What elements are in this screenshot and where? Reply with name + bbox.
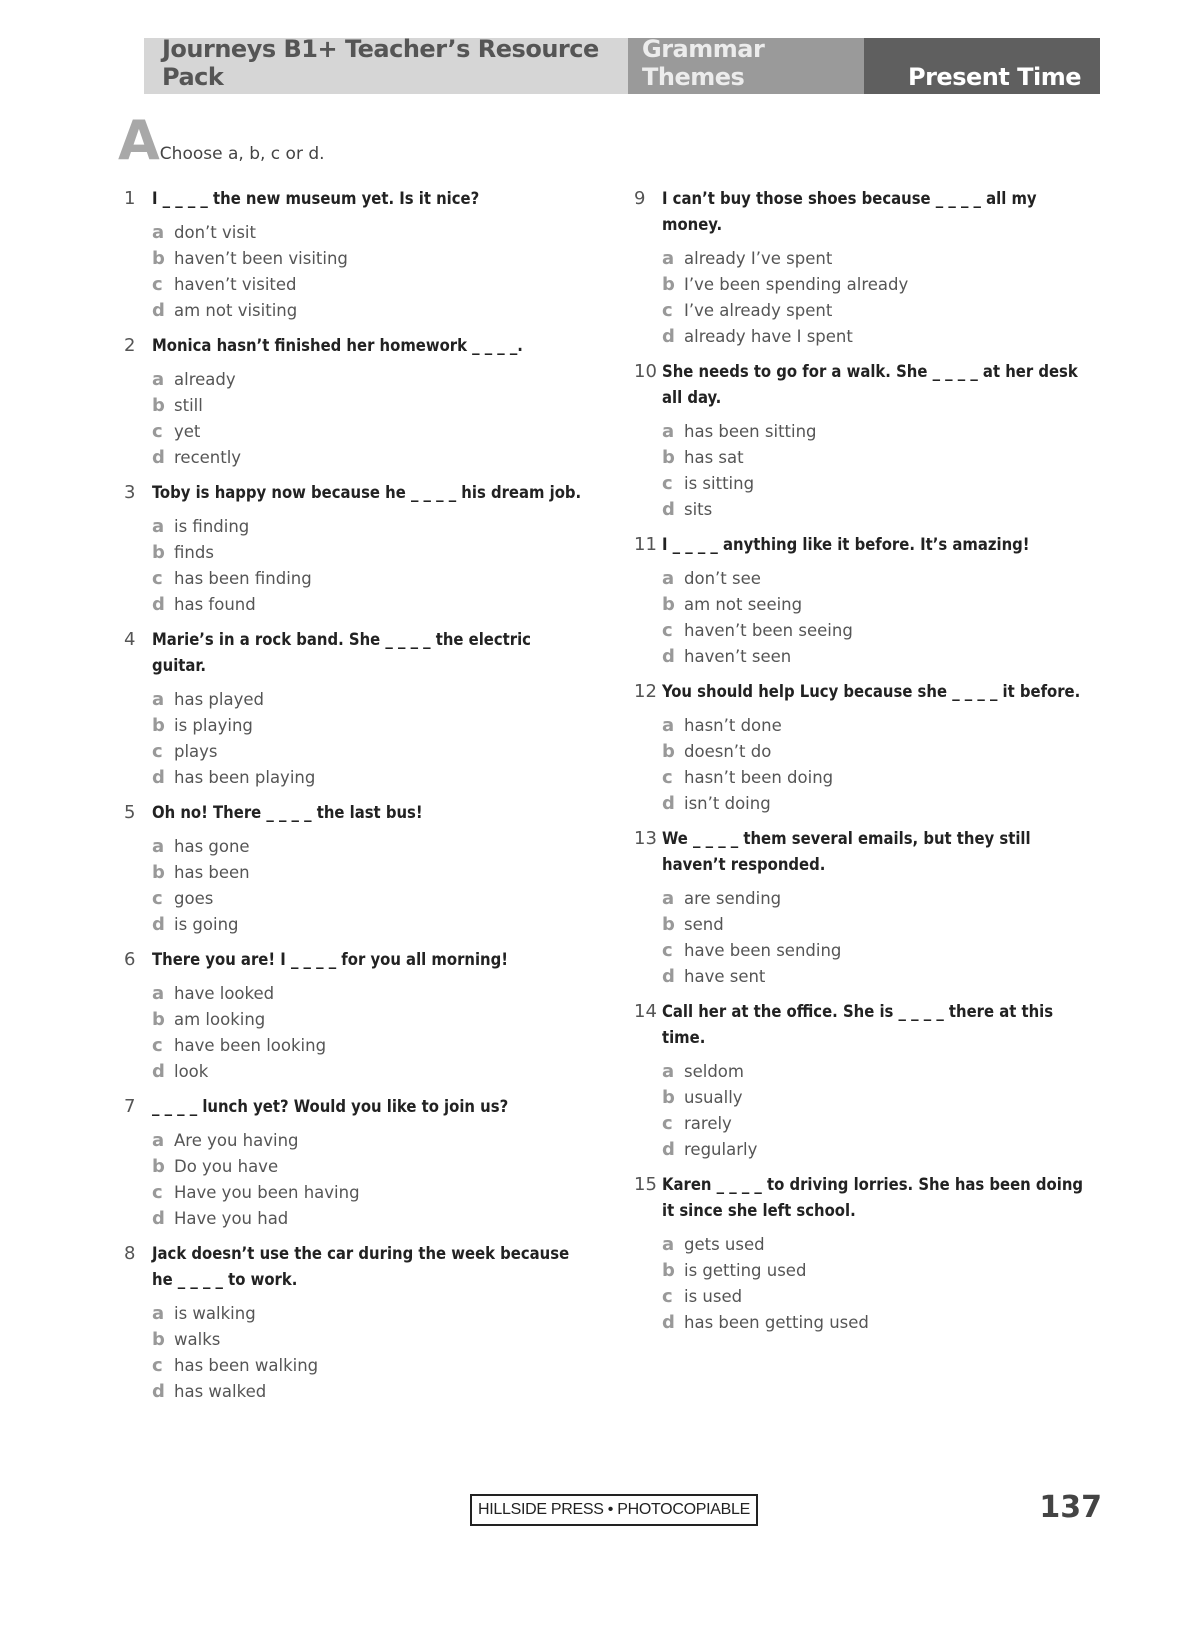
option-text: haven’t been seeing [684, 620, 853, 640]
answer-option [634, 297, 1094, 323]
option-text: already have I spent [684, 326, 853, 346]
question-number: 8 [124, 1243, 136, 1264]
question-stem [634, 826, 1094, 878]
option-text: have been looking [174, 1035, 327, 1055]
answer-options [634, 418, 1094, 522]
answer-options [124, 686, 584, 790]
option-text: seldom [684, 1061, 744, 1081]
question-stem [634, 679, 1094, 705]
answer-option [124, 271, 584, 297]
option-text: has been finding [174, 568, 312, 588]
question-item [634, 532, 1094, 669]
option-text: look [174, 1061, 209, 1081]
option-text: has sat [684, 447, 744, 467]
answer-option [634, 1110, 1094, 1136]
answer-option [634, 911, 1094, 937]
question-number: 1 [124, 188, 136, 209]
question-item [634, 826, 1094, 989]
book-title: Journeys B1+ Teacher’s Resource Pack [144, 38, 628, 94]
option-text: am not visiting [174, 300, 298, 320]
option-text: Are you having [174, 1130, 299, 1150]
question-number: 10 [634, 361, 657, 382]
question-item [634, 359, 1094, 522]
option-text: already I’ve spent [684, 248, 833, 268]
answer-option [124, 297, 584, 323]
question-item [124, 186, 584, 323]
answer-option [124, 1032, 584, 1058]
option-letter: d [152, 1380, 165, 1402]
question-stem [124, 1241, 584, 1293]
option-letter: c [152, 1181, 163, 1203]
answer-option [124, 245, 584, 271]
option-letter: b [152, 1155, 165, 1177]
answer-option [634, 271, 1094, 297]
answer-options [634, 1058, 1094, 1162]
question-item [124, 947, 584, 1084]
option-text: still [174, 395, 203, 415]
option-text: I’ve been spending already [684, 274, 909, 294]
question-text: I _ _ _ _ the new museum yet. Is it nice? [152, 189, 480, 208]
question-text: She needs to go for a walk. She _ _ _ _ at her desk all day. [662, 362, 1078, 407]
option-letter: a [662, 567, 675, 589]
option-letter: c [662, 472, 673, 494]
option-text: walks [174, 1329, 221, 1349]
option-letter: d [662, 965, 675, 987]
section-heading [118, 109, 325, 172]
option-text: is playing [174, 715, 253, 735]
option-text: don’t see [684, 568, 761, 588]
option-text: has walked [174, 1381, 267, 1401]
question-stem [124, 333, 584, 359]
section-instruction: Choose a, b, c or d. [159, 144, 325, 164]
answer-option [124, 1300, 584, 1326]
question-stem [124, 1094, 584, 1120]
option-text: hasn’t been doing [684, 767, 834, 787]
question-number: 7 [124, 1096, 136, 1117]
question-text: Call her at the office. She is _ _ _ _ there at this time. [662, 1002, 1054, 1047]
option-letter: c [662, 619, 673, 641]
option-letter: b [662, 1259, 675, 1281]
answer-option [124, 1006, 584, 1032]
question-item [124, 1241, 584, 1404]
answer-option [634, 885, 1094, 911]
option-text: finds [174, 542, 214, 562]
question-stem [124, 947, 584, 973]
option-text: is getting used [684, 1260, 807, 1280]
option-letter: c [662, 766, 673, 788]
option-letter: a [152, 835, 165, 857]
question-text: I can’t buy those shoes because _ _ _ _ all my money. [662, 189, 1037, 234]
question-text: Jack doesn’t use the car during the week because he _ _ _ _ to work. [152, 1244, 570, 1289]
option-letter: a [152, 368, 165, 390]
answer-option [634, 1257, 1094, 1283]
question-item [124, 480, 584, 617]
answer-options [634, 565, 1094, 669]
question-stem [124, 480, 584, 506]
option-text: am looking [174, 1009, 266, 1029]
theme-label: Grammar Themes [628, 38, 864, 94]
option-text: is walking [174, 1303, 256, 1323]
option-text: is going [174, 914, 239, 934]
option-letter: b [662, 913, 675, 935]
option-letter: a [662, 247, 675, 269]
answer-option [634, 1084, 1094, 1110]
option-text: is sitting [684, 473, 755, 493]
answer-option [124, 712, 584, 738]
publisher-footer: HILLSIDE PRESS • PHOTOCOPIABLE [470, 1494, 758, 1526]
question-stem [634, 186, 1094, 238]
answer-option [124, 885, 584, 911]
option-letter: a [662, 714, 675, 736]
option-letter: a [152, 1129, 165, 1151]
option-text: don’t visit [174, 222, 256, 242]
option-text: has gone [174, 836, 250, 856]
answer-option [634, 1231, 1094, 1257]
option-text: are sending [684, 888, 782, 908]
answer-option [124, 1153, 584, 1179]
question-number: 13 [634, 828, 657, 849]
answer-options [634, 712, 1094, 816]
answer-option [634, 937, 1094, 963]
option-text: Have you had [174, 1208, 289, 1228]
question-text: Oh no! There _ _ _ _ the last bus! [152, 803, 423, 822]
option-text: haven’t visited [174, 274, 297, 294]
answer-option [634, 565, 1094, 591]
question-text: There you are! I _ _ _ _ for you all morning! [152, 950, 509, 969]
question-number: 5 [124, 802, 136, 823]
question-text: We _ _ _ _ them several emails, but they still haven’t responded. [662, 829, 1031, 874]
option-letter: b [152, 861, 165, 883]
answer-option [124, 591, 584, 617]
question-item [634, 679, 1094, 816]
option-letter: b [152, 1008, 165, 1030]
answer-options [634, 245, 1094, 349]
answer-option [634, 418, 1094, 444]
option-text: is used [684, 1286, 743, 1306]
answer-option [124, 1378, 584, 1404]
option-text: is finding [174, 516, 250, 536]
option-letter: a [662, 1233, 675, 1255]
answer-options [124, 1127, 584, 1231]
topic-label: Present Time [864, 38, 1100, 94]
option-letter: c [152, 273, 163, 295]
answer-option [634, 738, 1094, 764]
answer-options [124, 980, 584, 1084]
option-letter: a [152, 221, 165, 243]
option-text: doesn’t do [684, 741, 772, 761]
question-text: Karen _ _ _ _ to driving lorries. She has been doing it since she left school. [662, 1175, 1084, 1220]
option-letter: b [152, 1328, 165, 1350]
option-text: has been playing [174, 767, 316, 787]
option-text: yet [174, 421, 201, 441]
option-text: has found [174, 594, 256, 614]
option-letter: b [662, 593, 675, 615]
answer-option [124, 1205, 584, 1231]
option-text: has been [174, 862, 250, 882]
option-letter: d [152, 913, 165, 935]
option-letter: d [662, 498, 675, 520]
option-letter: b [662, 273, 675, 295]
answer-option [124, 1179, 584, 1205]
option-letter: b [662, 740, 675, 762]
question-number: 12 [634, 681, 657, 702]
option-letter: d [152, 299, 165, 321]
answer-option [634, 963, 1094, 989]
questions-column-right [634, 186, 1094, 1345]
option-text: already [174, 369, 236, 389]
option-text: goes [174, 888, 214, 908]
question-text: _ _ _ _ lunch yet? Would you like to join us? [152, 1097, 509, 1116]
answer-option [634, 1136, 1094, 1162]
option-text: have looked [174, 983, 275, 1003]
option-text: sits [684, 499, 713, 519]
question-stem [124, 627, 584, 679]
option-letter: d [662, 792, 675, 814]
option-letter: c [152, 567, 163, 589]
answer-option [124, 1352, 584, 1378]
question-stem [634, 1172, 1094, 1224]
option-letter: c [152, 740, 163, 762]
answer-option [634, 643, 1094, 669]
section-letter: A [118, 109, 158, 172]
answer-option [634, 591, 1094, 617]
option-letter: d [662, 1311, 675, 1333]
answer-option [124, 392, 584, 418]
answer-option [124, 1127, 584, 1153]
option-text: isn’t doing [684, 793, 771, 813]
page-header [144, 35, 1100, 94]
question-item [634, 186, 1094, 349]
option-text: hasn’t done [684, 715, 782, 735]
question-text: Toby is happy now because he _ _ _ _ his dream job. [152, 483, 582, 502]
answer-option [634, 764, 1094, 790]
answer-option [124, 1058, 584, 1084]
answer-option [124, 418, 584, 444]
option-text: regularly [684, 1139, 758, 1159]
answer-options [124, 366, 584, 470]
option-text: am not seeing [684, 594, 803, 614]
option-letter: b [152, 394, 165, 416]
question-text: You should help Lucy because she _ _ _ _ it before. [662, 682, 1081, 701]
answer-option [124, 444, 584, 470]
option-letter: d [152, 766, 165, 788]
question-item [124, 627, 584, 790]
page-number: 137 [1039, 1490, 1102, 1525]
answer-options [124, 219, 584, 323]
option-text: I’ve already spent [684, 300, 833, 320]
answer-option [124, 980, 584, 1006]
option-text: have sent [684, 966, 766, 986]
question-number: 6 [124, 949, 136, 970]
option-letter: c [152, 420, 163, 442]
option-letter: a [662, 887, 675, 909]
question-item [634, 999, 1094, 1162]
option-text: usually [684, 1087, 743, 1107]
answer-option [124, 911, 584, 937]
option-letter: a [152, 515, 165, 537]
option-text: has been getting used [684, 1312, 869, 1332]
option-letter: d [152, 1207, 165, 1229]
option-letter: d [152, 593, 165, 615]
answer-option [634, 1309, 1094, 1335]
option-text: rarely [684, 1113, 732, 1133]
question-number: 3 [124, 482, 136, 503]
question-number: 15 [634, 1174, 657, 1195]
question-item [634, 1172, 1094, 1335]
option-letter: c [152, 887, 163, 909]
answer-option [634, 1058, 1094, 1084]
option-text: has been walking [174, 1355, 319, 1375]
answer-option [634, 496, 1094, 522]
option-text: have been sending [684, 940, 842, 960]
question-stem [124, 800, 584, 826]
answer-option [124, 565, 584, 591]
option-letter: a [662, 1060, 675, 1082]
option-letter: c [662, 299, 673, 321]
answer-option [124, 764, 584, 790]
answer-option [124, 539, 584, 565]
question-number: 14 [634, 1001, 657, 1022]
option-text: send [684, 914, 724, 934]
answer-option [124, 859, 584, 885]
question-item [124, 800, 584, 937]
answer-option [124, 686, 584, 712]
option-text: Do you have [174, 1156, 279, 1176]
option-letter: c [662, 939, 673, 961]
answer-option [634, 245, 1094, 271]
option-letter: d [662, 1138, 675, 1160]
answer-option [634, 470, 1094, 496]
option-text: haven’t seen [684, 646, 792, 666]
answer-options [634, 1231, 1094, 1335]
answer-options [124, 513, 584, 617]
option-letter: c [152, 1354, 163, 1376]
option-text: has been sitting [684, 421, 817, 441]
option-letter: a [662, 420, 675, 442]
answer-option [124, 513, 584, 539]
answer-option [634, 323, 1094, 349]
option-letter: d [662, 645, 675, 667]
question-text: Monica hasn’t finished her homework _ _ _ _. [152, 336, 523, 355]
option-letter: b [152, 541, 165, 563]
option-text: gets used [684, 1234, 765, 1254]
answer-options [124, 1300, 584, 1404]
question-number: 4 [124, 629, 136, 650]
answer-option [124, 1326, 584, 1352]
question-stem [634, 999, 1094, 1051]
option-letter: d [152, 1060, 165, 1082]
question-stem [634, 359, 1094, 411]
option-letter: b [662, 1086, 675, 1108]
answer-option [124, 833, 584, 859]
questions-column-left [124, 186, 584, 1414]
question-number: 11 [634, 534, 657, 555]
question-text: I _ _ _ _ anything like it before. It’s amazing! [662, 535, 1030, 554]
answer-option [124, 366, 584, 392]
answer-option [634, 790, 1094, 816]
option-text: Have you been having [174, 1182, 360, 1202]
answer-option [124, 219, 584, 245]
answer-option [634, 712, 1094, 738]
option-letter: d [662, 325, 675, 347]
answer-option [124, 738, 584, 764]
option-letter: c [662, 1112, 673, 1134]
option-letter: c [152, 1034, 163, 1056]
answer-option [634, 1283, 1094, 1309]
question-item [124, 333, 584, 470]
option-text: has played [174, 689, 264, 709]
option-text: haven’t been visiting [174, 248, 348, 268]
option-text: plays [174, 741, 218, 761]
option-letter: b [152, 714, 165, 736]
option-letter: a [152, 688, 165, 710]
option-letter: a [152, 982, 165, 1004]
question-stem [634, 532, 1094, 558]
answer-option [634, 617, 1094, 643]
option-letter: a [152, 1302, 165, 1324]
answer-options [634, 885, 1094, 989]
question-text: Marie’s in a rock band. She _ _ _ _ the electric guitar. [152, 630, 531, 675]
option-letter: b [662, 446, 675, 468]
option-letter: b [152, 247, 165, 269]
option-letter: c [662, 1285, 673, 1307]
question-stem [124, 186, 584, 212]
question-item [124, 1094, 584, 1231]
option-text: recently [174, 447, 242, 467]
answer-option [634, 444, 1094, 470]
answer-options [124, 833, 584, 937]
option-letter: d [152, 446, 165, 468]
question-number: 2 [124, 335, 136, 356]
question-number: 9 [634, 188, 646, 209]
